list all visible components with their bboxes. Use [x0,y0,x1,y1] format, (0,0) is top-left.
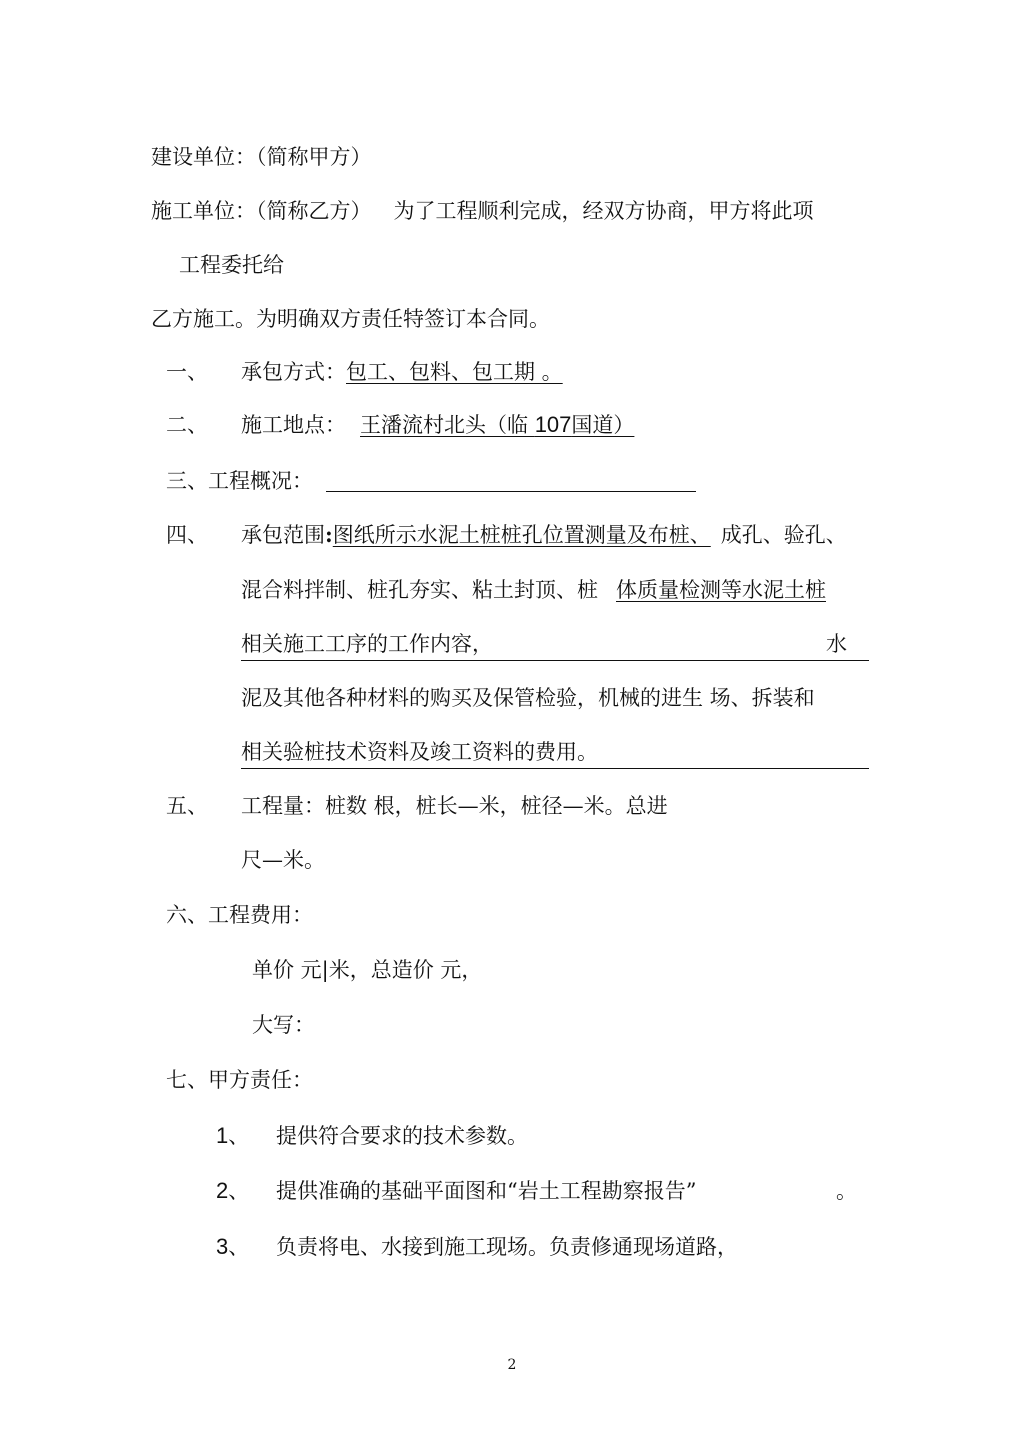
intro-closing: 乙方施工。为明确双方责任特签订本合同。 [151,307,550,331]
item-3-text: 负责将电、水接到施工现场。负责修通现场道路， [276,1235,738,1259]
section-4-label: 承包范围 [241,523,325,547]
section-7-item-2 [216,1177,249,1205]
section-4-text-1: 图纸所示水泥土桩桩孔位置测量及布桩、 [332,523,711,547]
section-1-label: 承包方式： [241,360,346,384]
section-4-rule-1 [241,660,869,661]
item-2-number: 2 [216,1178,229,1203]
section-2-value-b: 国道） [571,413,635,437]
section-4-line-2 [241,576,826,604]
section-3-label: 三、工程概况： [166,469,313,493]
section-4-number: 四、 [166,523,208,547]
section-4-text-5: 相关验桩技术资料及竣工资料的费用。 [241,740,598,764]
item-3-number: 3 [216,1234,229,1259]
item-1-number: 1 [216,1123,229,1148]
section-3-blank-line [326,491,696,492]
item-3-sep: 、 [228,1235,250,1259]
intro-continued: 工程委托给 [179,253,284,277]
section-2-line [241,411,634,439]
section-6-amount-words: 大写： [252,1013,315,1037]
section-7-item-1 [216,1122,249,1150]
section-4-text-2a: 混合料拌制、桩孔夯实、粘土封顶、桩 [241,578,598,602]
section-7-item-3 [216,1233,249,1261]
party-b-label: 施工单位：（简称乙方） [151,199,372,223]
section-6-label: 六、工程费用： [166,903,313,927]
section-7-label: 七、甲方责任： [166,1068,313,1092]
item-2-sep: 、 [228,1179,250,1203]
item-1-text: 提供符合要求的技术参数。 [276,1124,528,1148]
item-2-text: 提供准确的基础平面图和“岩土工程勘察报告” [276,1179,697,1203]
section-4-text-3: 相关施工工序的工作内容， [241,632,493,656]
section-4-text-1b: 成孔、验孔、 [720,523,847,547]
section-1-value: 包工、包料、包工期 。 [346,360,563,384]
item-2-tail: 。 [836,1179,857,1203]
section-2-number: 二、 [166,413,208,437]
section-4-text-4: 泥及其他各种材料的购买及保管检验，机械的进生 场、拆装和 [241,686,815,710]
page-number: 2 [507,1357,517,1373]
item-1-sep: 、 [228,1124,250,1148]
section-4-text-3b: 水 [826,632,847,656]
section-2-value [360,413,634,437]
party-a-line: 建设单位：（简称甲方） [151,145,372,169]
section-5-text-1: 工程量：桩数 根，桩长—米，桩径—米。总进 [241,794,668,818]
section-4-colon: : [325,522,333,547]
section-2-label: 施工地点： [241,413,346,437]
section-1-number: 一、 [166,360,208,384]
section-2-value-a: 王潘流村北头（临 [360,413,535,437]
section-6-price-line: 单价 元|米，总造价 元， [252,958,483,982]
section-2-value-number: 107 [534,412,572,437]
section-4-rule-2 [241,768,869,769]
section-5-number: 五、 [166,794,208,818]
intro-text: 为了工程顺利完成，经双方协商，甲方将此项 [393,199,814,223]
section-1-line [241,358,569,386]
section-5-text-2: 尺—米。 [241,848,325,872]
section-4-text-2b: 体质量检测等水泥土桩 [616,578,826,602]
section-4-line-1 [241,521,847,549]
party-b-line [151,197,814,225]
